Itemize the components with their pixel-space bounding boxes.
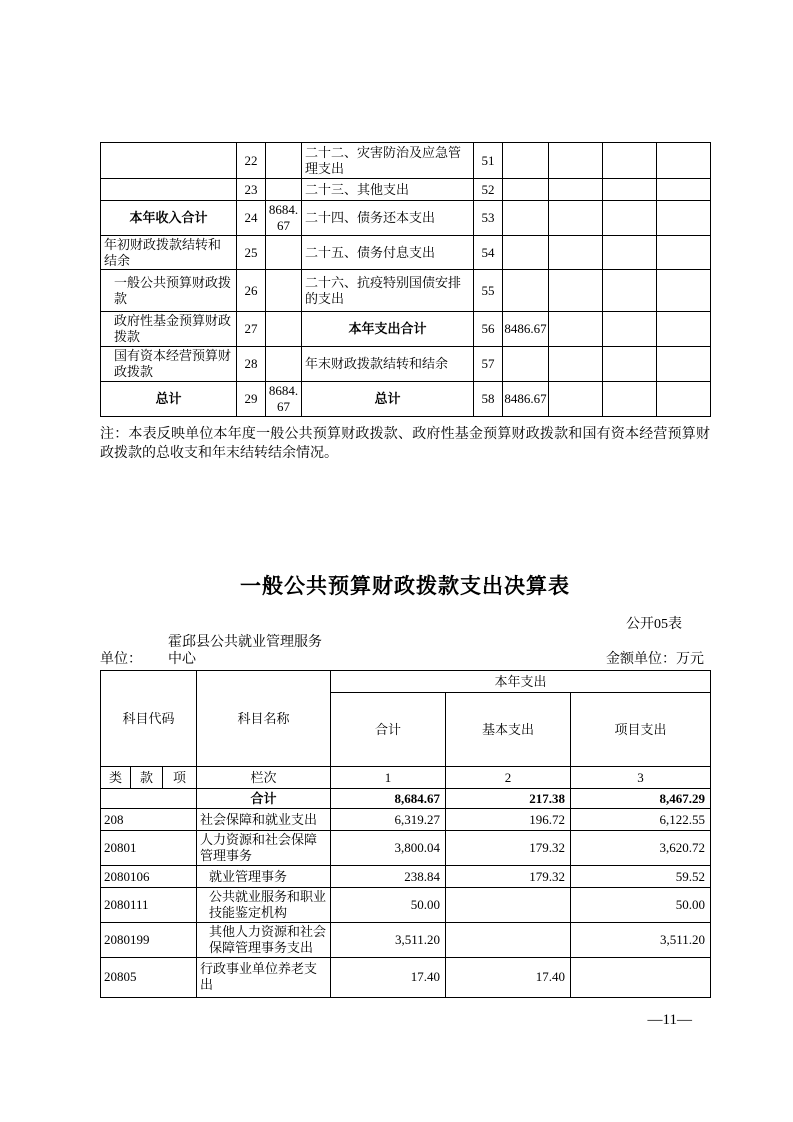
- table-row: [101, 270, 711, 312]
- subject-name-cell: 其他人力资源和社会保障管理事务支出: [197, 922, 331, 957]
- right-amount-cell: 8486.67: [503, 381, 549, 416]
- table-note: 注：本表反映单位本年度一般公共预算财政拨款、政府性基金预算财政拨款和国有资本经营预算财政拨款的总收支和年末结转结余情况。: [100, 426, 710, 462]
- total-row-label-cell: 合计: [197, 789, 331, 809]
- project-cell: 8,467.29: [571, 789, 711, 809]
- empty-cell: [657, 201, 711, 236]
- total-cell: 3,511.20: [331, 922, 446, 957]
- table-row: [101, 347, 711, 382]
- column-2-cell: 2: [446, 767, 571, 789]
- empty-cell: [657, 143, 711, 179]
- code-cell: 208: [101, 809, 197, 831]
- right-line-no-cell: 58: [474, 381, 503, 416]
- left-line-no-cell: 28: [237, 347, 266, 382]
- empty-cell: [603, 347, 657, 382]
- total-cell: 17.40: [331, 957, 446, 997]
- right-line-no-cell: 53: [474, 201, 503, 236]
- left-amount-cell: [266, 143, 302, 179]
- right-item-name-cell: 二十四、债务还本支出: [302, 201, 474, 236]
- expenditure-table: [100, 670, 711, 997]
- project-cell: [571, 957, 711, 997]
- right-amount-cell: [503, 201, 549, 236]
- unit-row: [100, 635, 710, 669]
- page-content: [100, 0, 710, 1029]
- table-row: [101, 831, 711, 866]
- basic-header-cell: 基本支出: [446, 693, 571, 767]
- right-amount-cell: [503, 143, 549, 179]
- empty-cell: [603, 381, 657, 416]
- total-cell: 6,319.27: [331, 809, 446, 831]
- empty-cell: [549, 179, 603, 201]
- public-table-label: 公开05表: [626, 616, 682, 632]
- right-item-name-cell: 本年支出合计: [302, 312, 474, 347]
- empty-cell: [603, 143, 657, 179]
- left-line-no-cell: 29: [237, 381, 266, 416]
- header-row: [101, 671, 711, 693]
- empty-cell: [603, 312, 657, 347]
- table-row: [101, 888, 711, 923]
- right-amount-cell: [503, 179, 549, 201]
- empty-cell: [657, 179, 711, 201]
- empty-cell: [549, 235, 603, 270]
- basic-cell: 179.32: [446, 866, 571, 888]
- total-cell: 3,800.04: [331, 831, 446, 866]
- left-item-name-cell: 总计: [101, 381, 237, 416]
- right-item-name-cell: 二十五、债务付息支出: [302, 235, 474, 270]
- code-cell: 2080111: [101, 888, 197, 923]
- project-cell: 3,620.72: [571, 831, 711, 866]
- table-row: [101, 179, 711, 201]
- empty-cell: [101, 789, 197, 809]
- total-row: [101, 789, 711, 809]
- column-1-cell: 1: [331, 767, 446, 789]
- right-line-no-cell: 52: [474, 179, 503, 201]
- column-index-row: [101, 767, 711, 789]
- empty-cell: [657, 235, 711, 270]
- subject-name-cell: 就业管理事务: [197, 866, 331, 888]
- right-item-name-cell: 总计: [302, 381, 474, 416]
- table-row: [101, 922, 711, 957]
- column-label-cell: 栏次: [197, 767, 331, 789]
- empty-cell: [603, 270, 657, 312]
- left-amount-cell: [266, 270, 302, 312]
- code-header-cell: 科目代码: [101, 671, 197, 767]
- left-line-no-cell: 27: [237, 312, 266, 347]
- right-amount-cell: [503, 270, 549, 312]
- total-cell: 50.00: [331, 888, 446, 923]
- section-header-cell: 款: [131, 767, 163, 789]
- unit-label: 单位：: [100, 652, 142, 668]
- empty-cell: [549, 143, 603, 179]
- basic-cell: 196.72: [446, 809, 571, 831]
- left-amount-cell: 8684.67: [266, 201, 302, 236]
- empty-cell: [549, 347, 603, 382]
- total-cell: 8,684.67: [331, 789, 446, 809]
- column-3-cell: 3: [571, 767, 711, 789]
- project-header-cell: 项目支出: [571, 693, 711, 767]
- right-amount-cell: [503, 235, 549, 270]
- left-amount-cell: [266, 312, 302, 347]
- table-row: [101, 143, 711, 179]
- subject-name-cell: 公共就业服务和职业技能鉴定机构: [197, 888, 331, 923]
- empty-cell: [549, 270, 603, 312]
- total-header-cell: 合计: [331, 693, 446, 767]
- right-item-name-cell: 二十二、灾害防治及应急管理支出: [302, 143, 474, 179]
- section-title: 一般公共预算财政拨款支出决算表: [240, 574, 570, 598]
- code-cell: 20805: [101, 957, 197, 997]
- empty-cell: [603, 179, 657, 201]
- table-row: [101, 957, 711, 997]
- basic-cell: 217.38: [446, 789, 571, 809]
- item-header-cell: 项: [163, 767, 197, 789]
- left-item-name-cell: 国有资本经营预算财政拨款: [101, 347, 237, 382]
- right-item-name-cell: 二十六、抗疫特别国债安排的支出: [302, 270, 474, 312]
- left-line-no-cell: 23: [237, 179, 266, 201]
- table-row: [101, 312, 711, 347]
- subject-name-cell: 行政事业单位养老支出: [197, 957, 331, 997]
- left-line-no-cell: 25: [237, 235, 266, 270]
- page-number: —11—: [647, 1011, 692, 1028]
- right-line-no-cell: 56: [474, 312, 503, 347]
- project-cell: 59.52: [571, 866, 711, 888]
- left-item-name-cell: 本年收入合计: [101, 201, 237, 236]
- basic-cell: 17.40: [446, 957, 571, 997]
- subject-name-cell: 人力资源和社会保障管理事务: [197, 831, 331, 866]
- empty-cell: [549, 381, 603, 416]
- year-expenditure-header-cell: 本年支出: [331, 671, 711, 693]
- empty-cell: [603, 201, 657, 236]
- project-cell: 3,511.20: [571, 922, 711, 957]
- right-amount-cell: 8486.67: [503, 312, 549, 347]
- empty-cell: [657, 381, 711, 416]
- left-item-name-cell: 政府性基金预算财政拨款: [101, 312, 237, 347]
- left-item-name-cell: [101, 143, 237, 179]
- empty-cell: [549, 201, 603, 236]
- code-cell: 2080199: [101, 922, 197, 957]
- empty-cell: [603, 235, 657, 270]
- left-line-no-cell: 26: [237, 270, 266, 312]
- left-amount-cell: [266, 179, 302, 201]
- class-header-cell: 类: [101, 767, 131, 789]
- left-item-name-cell: 一般公共预算财政拨款: [101, 270, 237, 312]
- empty-cell: [657, 270, 711, 312]
- table-row: [101, 201, 711, 236]
- fiscal-summary-table: [100, 142, 711, 417]
- total-cell: 238.84: [331, 866, 446, 888]
- right-line-no-cell: 51: [474, 143, 503, 179]
- right-line-no-cell: 57: [474, 347, 503, 382]
- empty-cell: [549, 312, 603, 347]
- left-line-no-cell: 22: [237, 143, 266, 179]
- left-amount-cell: [266, 347, 302, 382]
- left-item-name-cell: [101, 179, 237, 201]
- left-amount-cell: [266, 235, 302, 270]
- project-cell: 50.00: [571, 888, 711, 923]
- code-cell: 20801: [101, 831, 197, 866]
- left-item-name-cell: 年初财政拨款结转和结余: [101, 235, 237, 270]
- empty-cell: [657, 347, 711, 382]
- left-amount-cell: 8684.67: [266, 381, 302, 416]
- right-line-no-cell: 54: [474, 235, 503, 270]
- right-line-no-cell: 55: [474, 270, 503, 312]
- unit-name: 霍邱县公共就业管理服务中心: [168, 634, 322, 667]
- table-row: [101, 235, 711, 270]
- basic-cell: [446, 888, 571, 923]
- project-cell: 6,122.55: [571, 809, 711, 831]
- amount-unit-label: 金额单位：万元: [606, 652, 704, 668]
- empty-cell: [657, 312, 711, 347]
- right-item-name-cell: 年末财政拨款结转和结余: [302, 347, 474, 382]
- basic-cell: [446, 922, 571, 957]
- table-row: [101, 809, 711, 831]
- right-item-name-cell: 二十三、其他支出: [302, 179, 474, 201]
- subject-name-cell: 社会保障和就业支出: [197, 809, 331, 831]
- unit-block: [100, 635, 328, 669]
- code-cell: 2080106: [101, 866, 197, 888]
- right-amount-cell: [503, 347, 549, 382]
- table-row: [101, 381, 711, 416]
- left-line-no-cell: 24: [237, 201, 266, 236]
- basic-cell: 179.32: [446, 831, 571, 866]
- name-header-cell: 科目名称: [197, 671, 331, 767]
- table-row: [101, 866, 711, 888]
